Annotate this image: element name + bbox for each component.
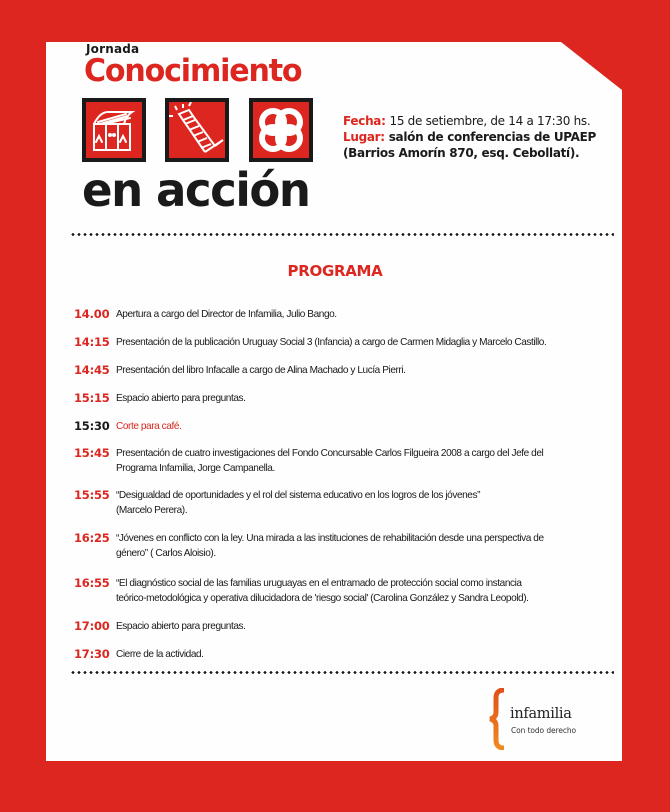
place-value: salón de conferencias de UPAEP	[388, 130, 597, 144]
schedule-description: Espacio abierto para preguntas.	[116, 620, 246, 632]
schedule-description: Espacio abierto para preguntas.	[116, 392, 246, 404]
schedule-description: “Desigualdad de oportunidades y el rol del sistema educativo en los logros de los jóvenes” (Marcelo Perera).	[116, 489, 481, 516]
dotted-divider-bottom	[70, 671, 614, 674]
schedule-time: 15:55	[74, 488, 110, 502]
schedule-time: 17:30	[74, 647, 110, 661]
schedule-description: Presentación del libro Infacalle a cargo de Alina Machado y Lucía Pierri.	[116, 364, 406, 376]
schedule-description: Apertura a cargo del Director de Infamilia, Julio Bango.	[116, 308, 337, 320]
schedule-time: 16:55	[74, 576, 110, 590]
schedule-description: “Jóvenes en conflicto con la ley. Una mirada a las instituciones de rehabilitación desde una perspectiva de género” ( Carlos Aloisio).	[116, 532, 544, 559]
schedule-description: Presentación de cuatro investigaciones del Fondo Concursable Carlos Filgueira 2008 a cargo del Jefe del Programa Infamilia, Jorge Campanella.	[116, 447, 544, 474]
event-title-line2: en acción	[82, 163, 310, 217]
event-place	[343, 129, 623, 145]
schedule-time: 14:15	[74, 335, 110, 349]
infamilia-logo	[486, 688, 606, 752]
schedule-time: 17:00	[74, 619, 110, 633]
schedule-description: Corte para café.	[116, 420, 182, 432]
event-address: (Barrios Amorín 870, esq. Cebollatí).	[343, 146, 580, 160]
brand-name: infamilia	[510, 706, 572, 722]
books-icon	[82, 98, 146, 162]
schedule-time: 14:45	[74, 363, 110, 377]
lighthouse-icon	[165, 98, 229, 162]
date-label: Fecha:	[343, 114, 386, 128]
schedule-time: 14.00	[74, 307, 110, 321]
schedule-time: 15:30	[74, 419, 110, 433]
event-date	[343, 113, 623, 129]
schedule-description: Presentación de la publicación Uruguay Social 3 (Infancia) a cargo de Carmen Midaglia y Marcelo Castillo.	[116, 336, 547, 348]
schedule-time: 15:15	[74, 391, 110, 405]
schedule-description: Cierre de la actividad.	[116, 648, 204, 660]
event-info	[343, 113, 623, 161]
event-kicker: Jornada	[86, 42, 140, 56]
place-label: Lugar:	[343, 130, 385, 144]
interlocked-rings-icon	[249, 98, 313, 162]
date-value: 15 de setiembre, de 14 a 17:30 hs.	[389, 114, 591, 128]
event-title-line1: Conocimiento	[84, 53, 302, 89]
program-heading: PROGRAMA	[287, 262, 383, 280]
curly-brace-icon	[486, 688, 508, 750]
schedule-time: 15:45	[74, 446, 110, 460]
schedule-description: “El diagnóstico social de las familias uruguayas en el entramado de protección social como instancia teórico-metodológica y operativa dilucidadora de 'riesgo social' (Carolina González y Sandra Leopold).	[116, 577, 529, 604]
dotted-divider-top	[70, 233, 614, 236]
schedule-time: 16:25	[74, 531, 110, 545]
brand-tagline: Con todo derecho	[511, 726, 576, 735]
